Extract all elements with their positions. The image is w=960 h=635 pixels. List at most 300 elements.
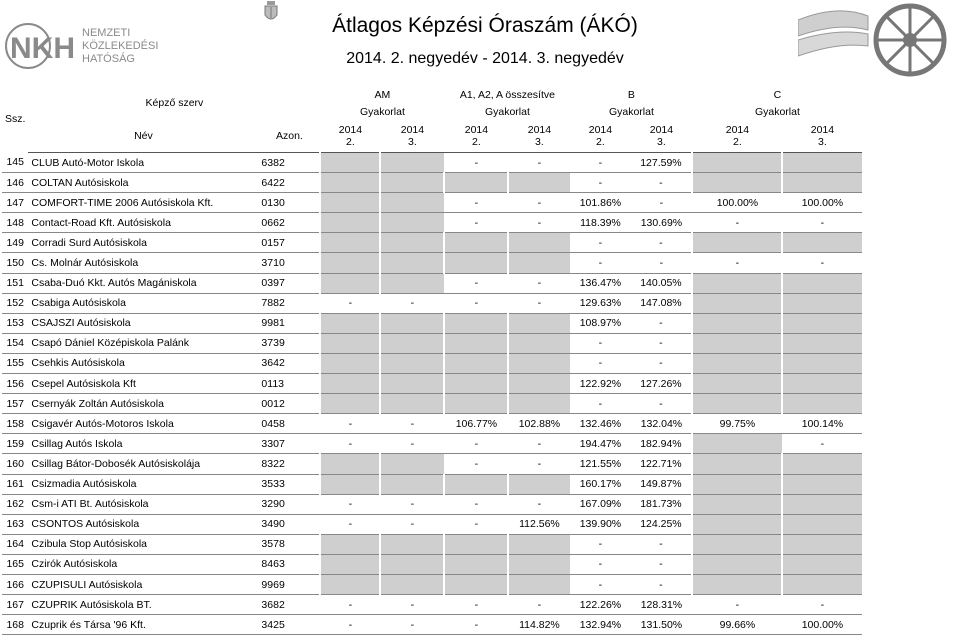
nkh-logo xyxy=(4,20,174,72)
row-value: 100.00% xyxy=(782,615,862,635)
grey-cell xyxy=(508,313,570,333)
row-value: - xyxy=(630,173,692,193)
grey-cell xyxy=(444,353,508,373)
row-name: Csizmadia Autósiskola xyxy=(28,474,258,494)
row-name: Contact-Road Kft. Autósiskola xyxy=(28,213,258,233)
grey-cell xyxy=(782,394,862,414)
table-row xyxy=(2,474,862,494)
row-value: - xyxy=(380,434,444,454)
logo-line2: KÖZLEKEDÉSI xyxy=(82,40,159,52)
row-ssz: 155 xyxy=(2,353,28,373)
row-name: Csillag Autós Iskola xyxy=(28,434,258,454)
row-ssz: 167 xyxy=(2,595,28,615)
row-value: 139.90% xyxy=(570,514,630,534)
row-azon: 3533 xyxy=(258,474,320,494)
row-ssz: 150 xyxy=(2,253,28,273)
row-value: - xyxy=(630,554,692,574)
row-azon: 0113 xyxy=(258,374,320,394)
grey-cell xyxy=(380,213,444,233)
grey-cell xyxy=(508,253,570,273)
header-quarter: 2014 2. xyxy=(320,120,380,153)
header-kepzo-szerv: Képző szerv xyxy=(145,97,204,109)
row-value: - xyxy=(508,273,570,293)
row-azon: 9969 xyxy=(258,574,320,594)
grey-cell xyxy=(380,474,444,494)
header-group-b: B xyxy=(627,88,635,101)
grey-cell xyxy=(320,193,380,213)
row-value: - xyxy=(782,434,862,454)
row-azon: 0458 xyxy=(258,414,320,434)
grey-cell xyxy=(692,554,782,574)
row-azon: 3307 xyxy=(258,434,320,454)
grey-cell xyxy=(320,374,380,394)
grey-cell xyxy=(782,494,862,514)
grey-cell xyxy=(444,333,508,353)
row-value: - xyxy=(508,494,570,514)
grey-cell xyxy=(508,394,570,414)
row-value: - xyxy=(320,615,380,635)
grey-cell xyxy=(320,333,380,353)
row-value: 136.47% xyxy=(570,273,630,293)
row-ssz: 157 xyxy=(2,394,28,414)
row-value: - xyxy=(508,153,570,173)
row-value: 99.66% xyxy=(692,615,782,635)
row-azon: 3739 xyxy=(258,333,320,353)
header-quarter: 2014 2. xyxy=(570,120,630,153)
row-value: 129.63% xyxy=(570,293,630,313)
table-row xyxy=(2,173,862,193)
grey-cell xyxy=(380,273,444,293)
row-ssz: 162 xyxy=(2,494,28,514)
row-value: 194.47% xyxy=(570,434,630,454)
row-value: 101.86% xyxy=(570,193,630,213)
grey-cell xyxy=(380,454,444,474)
grey-cell xyxy=(380,353,444,373)
coat-of-arms-icon xyxy=(262,0,280,24)
row-value: - xyxy=(320,494,380,514)
row-ssz: 159 xyxy=(2,434,28,454)
grey-cell xyxy=(692,574,782,594)
row-name: Czuprik és Társa '96 Kft. xyxy=(28,615,258,635)
table-row xyxy=(2,595,862,615)
row-value: - xyxy=(444,615,508,635)
row-value: - xyxy=(508,595,570,615)
table-row xyxy=(2,353,862,373)
row-name: Csigavér Autós-Motoros Iskola xyxy=(28,414,258,434)
row-value: 114.82% xyxy=(508,615,570,635)
row-name: Csapó Dániel Középiskola Palánk xyxy=(28,333,258,353)
grey-cell xyxy=(782,293,862,313)
header-group-a: A1, A2, A összesítve xyxy=(459,88,555,101)
row-azon: 3710 xyxy=(258,253,320,273)
table-row xyxy=(2,333,862,353)
row-ssz: 151 xyxy=(2,273,28,293)
grey-cell xyxy=(444,173,508,193)
row-value: - xyxy=(570,253,630,273)
row-value: 132.04% xyxy=(630,414,692,434)
grey-cell xyxy=(782,374,862,394)
row-value: - xyxy=(380,514,444,534)
grey-cell xyxy=(444,394,508,414)
table-row xyxy=(2,273,862,293)
grey-cell xyxy=(444,313,508,333)
row-name: Csaba-Duó Kkt. Autós Magániskola xyxy=(28,273,258,293)
row-value: - xyxy=(570,574,630,594)
header-gyakorlat: Gyakorlat xyxy=(754,105,800,118)
grey-cell xyxy=(380,534,444,554)
grey-cell xyxy=(320,173,380,193)
header-group-am: AM xyxy=(374,88,391,101)
grey-cell xyxy=(692,293,782,313)
grey-cell xyxy=(692,374,782,394)
row-value: - xyxy=(570,554,630,574)
row-value: - xyxy=(380,595,444,615)
row-name: COLTAN Autósiskola xyxy=(28,173,258,193)
row-name: CZUPRIK Autósiskola BT. xyxy=(28,595,258,615)
table-row xyxy=(2,554,862,574)
grey-cell xyxy=(692,534,782,554)
header-quarter: 2014 2. xyxy=(692,120,782,153)
grey-cell xyxy=(320,353,380,373)
page-title: Átlagos Képzési Óraszám (ÁKÓ) xyxy=(332,14,638,37)
logo-name: NKH xyxy=(10,32,75,65)
table-row xyxy=(2,494,862,514)
row-value: 132.46% xyxy=(570,414,630,434)
table-row xyxy=(2,153,862,173)
row-value: 127.26% xyxy=(630,374,692,394)
table-row xyxy=(2,293,862,313)
grey-cell xyxy=(320,313,380,333)
row-name: CSONTOS Autósiskola xyxy=(28,514,258,534)
row-value: - xyxy=(782,595,862,615)
row-name: Csernyák Zoltán Autósiskola xyxy=(28,394,258,414)
grey-cell xyxy=(782,454,862,474)
row-value: 182.94% xyxy=(630,434,692,454)
grey-cell xyxy=(320,213,380,233)
grey-cell xyxy=(380,193,444,213)
grey-cell xyxy=(782,534,862,554)
row-value: - xyxy=(508,454,570,474)
grey-cell xyxy=(692,454,782,474)
grey-cell xyxy=(380,333,444,353)
row-value: 108.97% xyxy=(570,313,630,333)
row-value: - xyxy=(570,394,630,414)
header-group-c: C xyxy=(773,88,782,101)
table-row xyxy=(2,374,862,394)
table-row xyxy=(2,253,862,273)
header-quarter: 2014 3. xyxy=(380,120,444,153)
grey-cell xyxy=(508,173,570,193)
grey-cell xyxy=(692,313,782,333)
grey-cell xyxy=(380,394,444,414)
row-azon: 0012 xyxy=(258,394,320,414)
row-value: 160.17% xyxy=(570,474,630,494)
row-value: - xyxy=(570,353,630,373)
row-name: Cs. Molnár Autósiskola xyxy=(28,253,258,273)
grey-cell xyxy=(444,574,508,594)
row-value: 147.08% xyxy=(630,293,692,313)
grey-cell xyxy=(444,374,508,394)
header-quarter: 2014 3. xyxy=(508,120,570,153)
row-azon: 0157 xyxy=(258,233,320,253)
row-value: - xyxy=(630,394,692,414)
row-azon: 0130 xyxy=(258,193,320,213)
row-value: - xyxy=(380,293,444,313)
row-value: - xyxy=(444,273,508,293)
row-ssz: 153 xyxy=(2,313,28,333)
page-subtitle: 2014. 2. negyedév - 2014. 3. negyedév xyxy=(346,50,624,67)
table-body xyxy=(2,153,862,635)
row-value: - xyxy=(692,595,782,615)
table-row xyxy=(2,213,862,233)
row-ssz: 160 xyxy=(2,454,28,474)
row-value: 124.25% xyxy=(630,514,692,534)
grey-cell xyxy=(444,554,508,574)
grey-cell xyxy=(692,273,782,293)
grey-cell xyxy=(508,554,570,574)
grey-cell xyxy=(782,574,862,594)
row-value: - xyxy=(320,434,380,454)
grey-cell xyxy=(692,434,782,454)
row-azon: 3642 xyxy=(258,353,320,373)
row-value: 122.26% xyxy=(570,595,630,615)
row-ssz: 166 xyxy=(2,574,28,594)
row-value: 128.31% xyxy=(630,595,692,615)
grey-cell xyxy=(692,153,782,173)
row-value: 102.88% xyxy=(508,414,570,434)
row-value: - xyxy=(630,193,692,213)
row-value: - xyxy=(692,213,782,233)
row-ssz: 165 xyxy=(2,554,28,574)
grey-cell xyxy=(380,233,444,253)
grey-cell xyxy=(692,333,782,353)
row-azon: 7882 xyxy=(258,293,320,313)
row-value: - xyxy=(570,233,630,253)
grey-cell xyxy=(320,474,380,494)
row-ssz: 149 xyxy=(2,233,28,253)
header-quarter: 2014 3. xyxy=(630,120,692,153)
row-value: - xyxy=(630,534,692,554)
row-azon: 3490 xyxy=(258,514,320,534)
row-value: - xyxy=(782,253,862,273)
row-value: 181.73% xyxy=(630,494,692,514)
grey-cell xyxy=(782,353,862,373)
grey-cell xyxy=(508,574,570,594)
row-value: 99.75% xyxy=(692,414,782,434)
grey-cell xyxy=(320,273,380,293)
row-name: Csm-i ATI Bt. Autósiskola xyxy=(28,494,258,514)
grey-cell xyxy=(380,253,444,273)
header-gyakorlat: Gyakorlat xyxy=(484,105,530,118)
row-azon: 0397 xyxy=(258,273,320,293)
grey-cell xyxy=(444,233,508,253)
table-row xyxy=(2,313,862,333)
row-ssz: 156 xyxy=(2,374,28,394)
row-name: Csepel Autósiskola Kft xyxy=(28,374,258,394)
row-azon: 3425 xyxy=(258,615,320,635)
row-ssz: 164 xyxy=(2,534,28,554)
row-value: - xyxy=(444,434,508,454)
row-value: - xyxy=(320,293,380,313)
row-value: - xyxy=(782,213,862,233)
row-value: 100.14% xyxy=(782,414,862,434)
row-name: Csehkis Autósiskola xyxy=(28,353,258,373)
row-name: Czirók Autósiskola xyxy=(28,554,258,574)
table-row xyxy=(2,233,862,253)
grey-cell xyxy=(782,273,862,293)
row-value: - xyxy=(570,153,630,173)
grey-cell xyxy=(508,474,570,494)
grey-cell xyxy=(380,153,444,173)
grey-cell xyxy=(380,313,444,333)
row-value: 122.92% xyxy=(570,374,630,394)
row-value: 121.55% xyxy=(570,454,630,474)
row-value: - xyxy=(508,193,570,213)
row-value: - xyxy=(320,414,380,434)
row-value: - xyxy=(508,434,570,454)
grey-cell xyxy=(508,333,570,353)
header-ssz: Ssz. xyxy=(5,113,26,126)
grey-cell xyxy=(444,253,508,273)
row-value: - xyxy=(630,313,692,333)
row-azon: 3290 xyxy=(258,494,320,514)
row-ssz: 163 xyxy=(2,514,28,534)
row-ssz: 168 xyxy=(2,615,28,635)
row-azon: 6382 xyxy=(258,153,320,173)
grey-cell xyxy=(380,173,444,193)
logo-line3: HATÓSÁG xyxy=(82,53,135,65)
row-azon: 8463 xyxy=(258,554,320,574)
ako-table xyxy=(2,86,862,635)
row-value: - xyxy=(692,253,782,273)
row-name: CLUB Autó-Motor Iskola xyxy=(28,153,258,173)
grey-cell xyxy=(380,554,444,574)
grey-cell xyxy=(782,233,862,253)
row-value: - xyxy=(570,333,630,353)
grey-cell xyxy=(508,353,570,373)
row-value: - xyxy=(444,494,508,514)
row-value: - xyxy=(630,253,692,273)
grey-cell xyxy=(692,394,782,414)
row-value: - xyxy=(570,173,630,193)
grey-cell xyxy=(508,374,570,394)
row-value: - xyxy=(380,615,444,635)
row-value: - xyxy=(444,193,508,213)
header-quarter: 2014 3. xyxy=(782,120,862,153)
row-value: 140.05% xyxy=(630,273,692,293)
row-name: Csabiga Autósiskola xyxy=(28,293,258,313)
header-gyakorlat: Gyakorlat xyxy=(608,105,654,118)
row-name: Czibula Stop Autósiskola xyxy=(28,534,258,554)
grey-cell xyxy=(320,233,380,253)
grey-cell xyxy=(320,534,380,554)
row-value: 106.77% xyxy=(444,414,508,434)
row-ssz: 161 xyxy=(2,474,28,494)
table-row xyxy=(2,193,862,213)
grey-cell xyxy=(444,474,508,494)
header-nev: Név xyxy=(28,120,258,153)
row-value: - xyxy=(444,595,508,615)
grey-cell xyxy=(692,494,782,514)
grey-cell xyxy=(692,474,782,494)
row-azon: 6422 xyxy=(258,173,320,193)
row-ssz: 158 xyxy=(2,414,28,434)
row-value: - xyxy=(630,333,692,353)
row-value: - xyxy=(444,293,508,313)
grey-cell xyxy=(782,554,862,574)
row-value: - xyxy=(444,454,508,474)
grey-cell xyxy=(782,514,862,534)
row-name: COMFORT-TIME 2006 Autósiskola Kft. xyxy=(28,193,258,213)
row-azon: 9981 xyxy=(258,313,320,333)
row-ssz: 152 xyxy=(2,293,28,313)
grey-cell xyxy=(320,554,380,574)
winged-wheel-icon xyxy=(798,0,958,80)
table-row xyxy=(2,434,862,454)
row-value: - xyxy=(508,213,570,233)
row-value: - xyxy=(380,494,444,514)
grey-cell xyxy=(692,514,782,534)
row-ssz: 146 xyxy=(2,173,28,193)
table-row xyxy=(2,414,862,434)
row-value: 131.50% xyxy=(630,615,692,635)
header-quarter: 2014 2. xyxy=(444,120,508,153)
table-row xyxy=(2,394,862,414)
row-value: 100.00% xyxy=(782,193,862,213)
grey-cell xyxy=(320,574,380,594)
grey-cell xyxy=(782,313,862,333)
row-value: 112.56% xyxy=(508,514,570,534)
row-azon: 3578 xyxy=(258,534,320,554)
grey-cell xyxy=(380,574,444,594)
row-value: - xyxy=(380,414,444,434)
row-value: - xyxy=(320,514,380,534)
table-row xyxy=(2,514,862,534)
row-azon: 3682 xyxy=(258,595,320,615)
grey-cell xyxy=(692,173,782,193)
row-value: 167.09% xyxy=(570,494,630,514)
grey-cell xyxy=(782,173,862,193)
grey-cell xyxy=(320,153,380,173)
header-gyakorlat: Gyakorlat xyxy=(359,105,405,118)
row-value: - xyxy=(630,353,692,373)
row-azon: 8322 xyxy=(258,454,320,474)
grey-cell xyxy=(508,233,570,253)
row-value: - xyxy=(444,153,508,173)
grey-cell xyxy=(508,534,570,554)
row-ssz: 145 xyxy=(2,153,28,173)
row-value: - xyxy=(320,595,380,615)
row-value: - xyxy=(444,514,508,534)
grey-cell xyxy=(380,374,444,394)
row-value: 149.87% xyxy=(630,474,692,494)
table-row xyxy=(2,454,862,474)
grey-cell xyxy=(692,353,782,373)
row-value: - xyxy=(630,574,692,594)
table-row xyxy=(2,574,862,594)
row-name: Csillag Bátor-Dobosék Autósiskolája xyxy=(28,454,258,474)
row-value: 130.69% xyxy=(630,213,692,233)
row-value: - xyxy=(630,233,692,253)
grey-cell xyxy=(320,394,380,414)
grey-cell xyxy=(692,233,782,253)
grey-cell xyxy=(782,153,862,173)
grey-cell xyxy=(444,534,508,554)
table-row xyxy=(2,534,862,554)
row-value: 132.94% xyxy=(570,615,630,635)
row-name: Corradi Surd Autósiskola xyxy=(28,233,258,253)
grey-cell xyxy=(782,474,862,494)
